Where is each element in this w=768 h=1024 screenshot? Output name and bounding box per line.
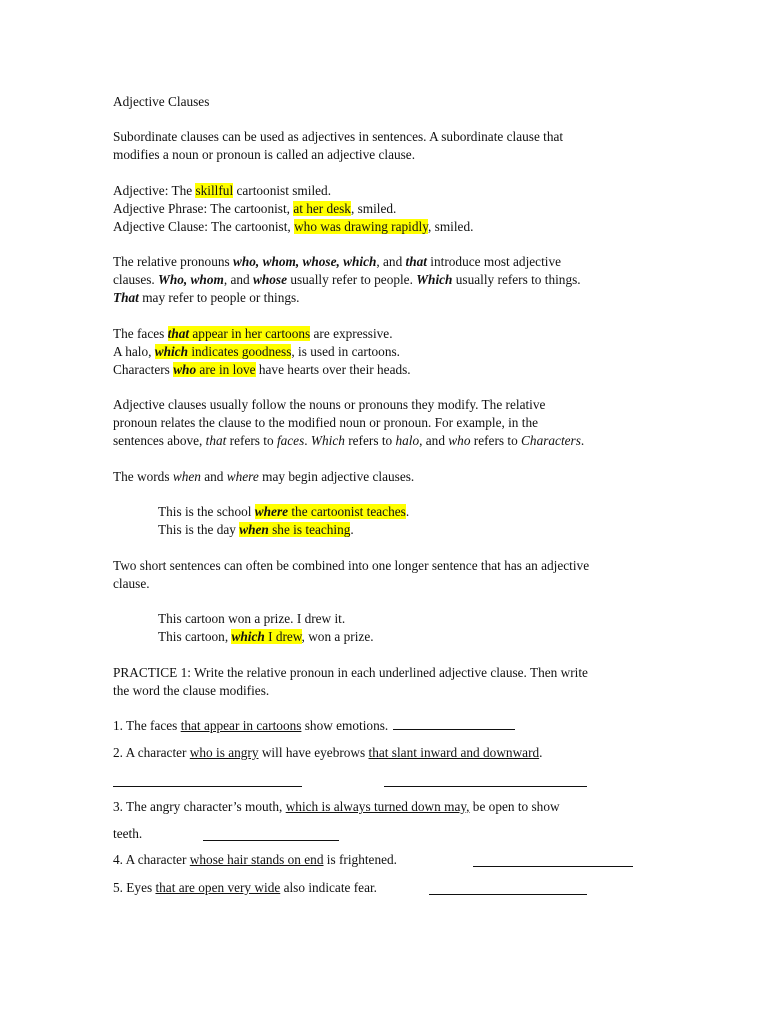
practice-instructions	[113, 664, 658, 700]
example-clause: Adjective Clause: The cartoonist, who was drawing rapidly, smiled.	[113, 219, 474, 234]
text-line: The relative pronouns who, whom, whose, which, and that introduce most adjective	[113, 254, 562, 269]
intro-line: Subordinate clauses can be used as adjectives in sentences. A subordinate clause that	[113, 129, 564, 144]
example-sentence: Characters who are in love have hearts over their heads.	[113, 362, 411, 377]
answer-blank[interactable]	[384, 774, 587, 787]
highlight: who was drawing rapidly	[294, 219, 428, 234]
example-sentence: This is the school where the cartoonist teaches.	[158, 504, 410, 519]
faces-examples	[113, 325, 658, 379]
text-line: pronoun relates the clause to the modified noun or pronoun. For example, in the	[113, 415, 539, 430]
example-sentence: This cartoon won a prize. I drew it.	[158, 611, 346, 626]
answer-blank[interactable]	[429, 882, 587, 895]
answer-blank[interactable]	[113, 774, 302, 787]
intro-paragraph	[113, 128, 658, 164]
text-line: That may refer to people or things.	[113, 290, 300, 305]
text-line: PRACTICE 1: Write the relative pronoun in each underlined adjective clause. Then write	[113, 665, 588, 680]
text-line: sentences above, that refers to faces. Which refers to halo, and who refers to Characters.	[113, 433, 585, 448]
highlight: at her desk	[293, 201, 351, 216]
answer-blank[interactable]	[393, 717, 515, 730]
text-line: clauses. Who, whom, and whose usually refer to people. Which usually refers to things.	[113, 272, 581, 287]
intro-line: modifies a noun or pronoun is called an adjective clause.	[113, 147, 416, 162]
example-phrase: Adjective Phrase: The cartoonist, at her desk, smiled.	[113, 201, 397, 216]
cartoon-examples	[158, 610, 703, 646]
practice-item-3-cont: teeth.	[113, 826, 143, 841]
highlight: when she is teaching	[239, 522, 351, 537]
example-sentence: This cartoon, which I drew, won a prize.	[158, 629, 374, 644]
practice-item-4: 4. A character whose hair stands on end is frightened.	[113, 852, 397, 867]
example-sentence: This is the day when she is teaching.	[158, 522, 354, 537]
text-line: clause.	[113, 576, 150, 591]
example-sentence: A halo, which indicates goodness, is used in cartoons.	[113, 344, 400, 359]
answer-blank[interactable]	[203, 828, 339, 841]
examples-block	[113, 182, 658, 236]
text-line: the word the clause modifies.	[113, 683, 270, 698]
when-where-line: The words when and where may begin adjective clauses.	[113, 469, 415, 484]
example-adjective: Adjective: The skillful cartoonist smiled.	[113, 183, 332, 198]
practice-item-5: 5. Eyes that are open very wide also indicate fear.	[113, 880, 377, 895]
practice-item-3: 3. The angry character’s mouth, which is always turned down may, be open to show	[113, 799, 560, 814]
example-sentence: The faces that appear in her cartoons are expressive.	[113, 326, 393, 341]
highlight: who are in love	[173, 362, 256, 377]
pronouns-paragraph	[113, 253, 658, 307]
practice-item-1: 1. The faces that appear in cartoons show emotions.	[113, 717, 658, 735]
highlight: which indicates goodness	[154, 344, 292, 359]
highlight: which I drew	[231, 629, 302, 644]
highlight: where the cartoonist teaches	[254, 504, 406, 519]
school-examples	[158, 503, 703, 539]
highlight: skillful	[195, 183, 234, 198]
text-line: Adjective clauses usually follow the nouns or pronouns they modify. The relative	[113, 397, 546, 412]
combine-paragraph	[113, 557, 658, 593]
answer-blank[interactable]	[473, 854, 633, 867]
page-title: Adjective Clauses	[113, 94, 210, 109]
follow-paragraph	[113, 396, 658, 450]
practice-item-2: 2. A character who is angry will have eyebrows that slant inward and downward.	[113, 745, 543, 760]
highlight: that appear in her cartoons	[167, 326, 311, 341]
text-line: Two short sentences can often be combined into one longer sentence that has an adjective	[113, 558, 590, 573]
